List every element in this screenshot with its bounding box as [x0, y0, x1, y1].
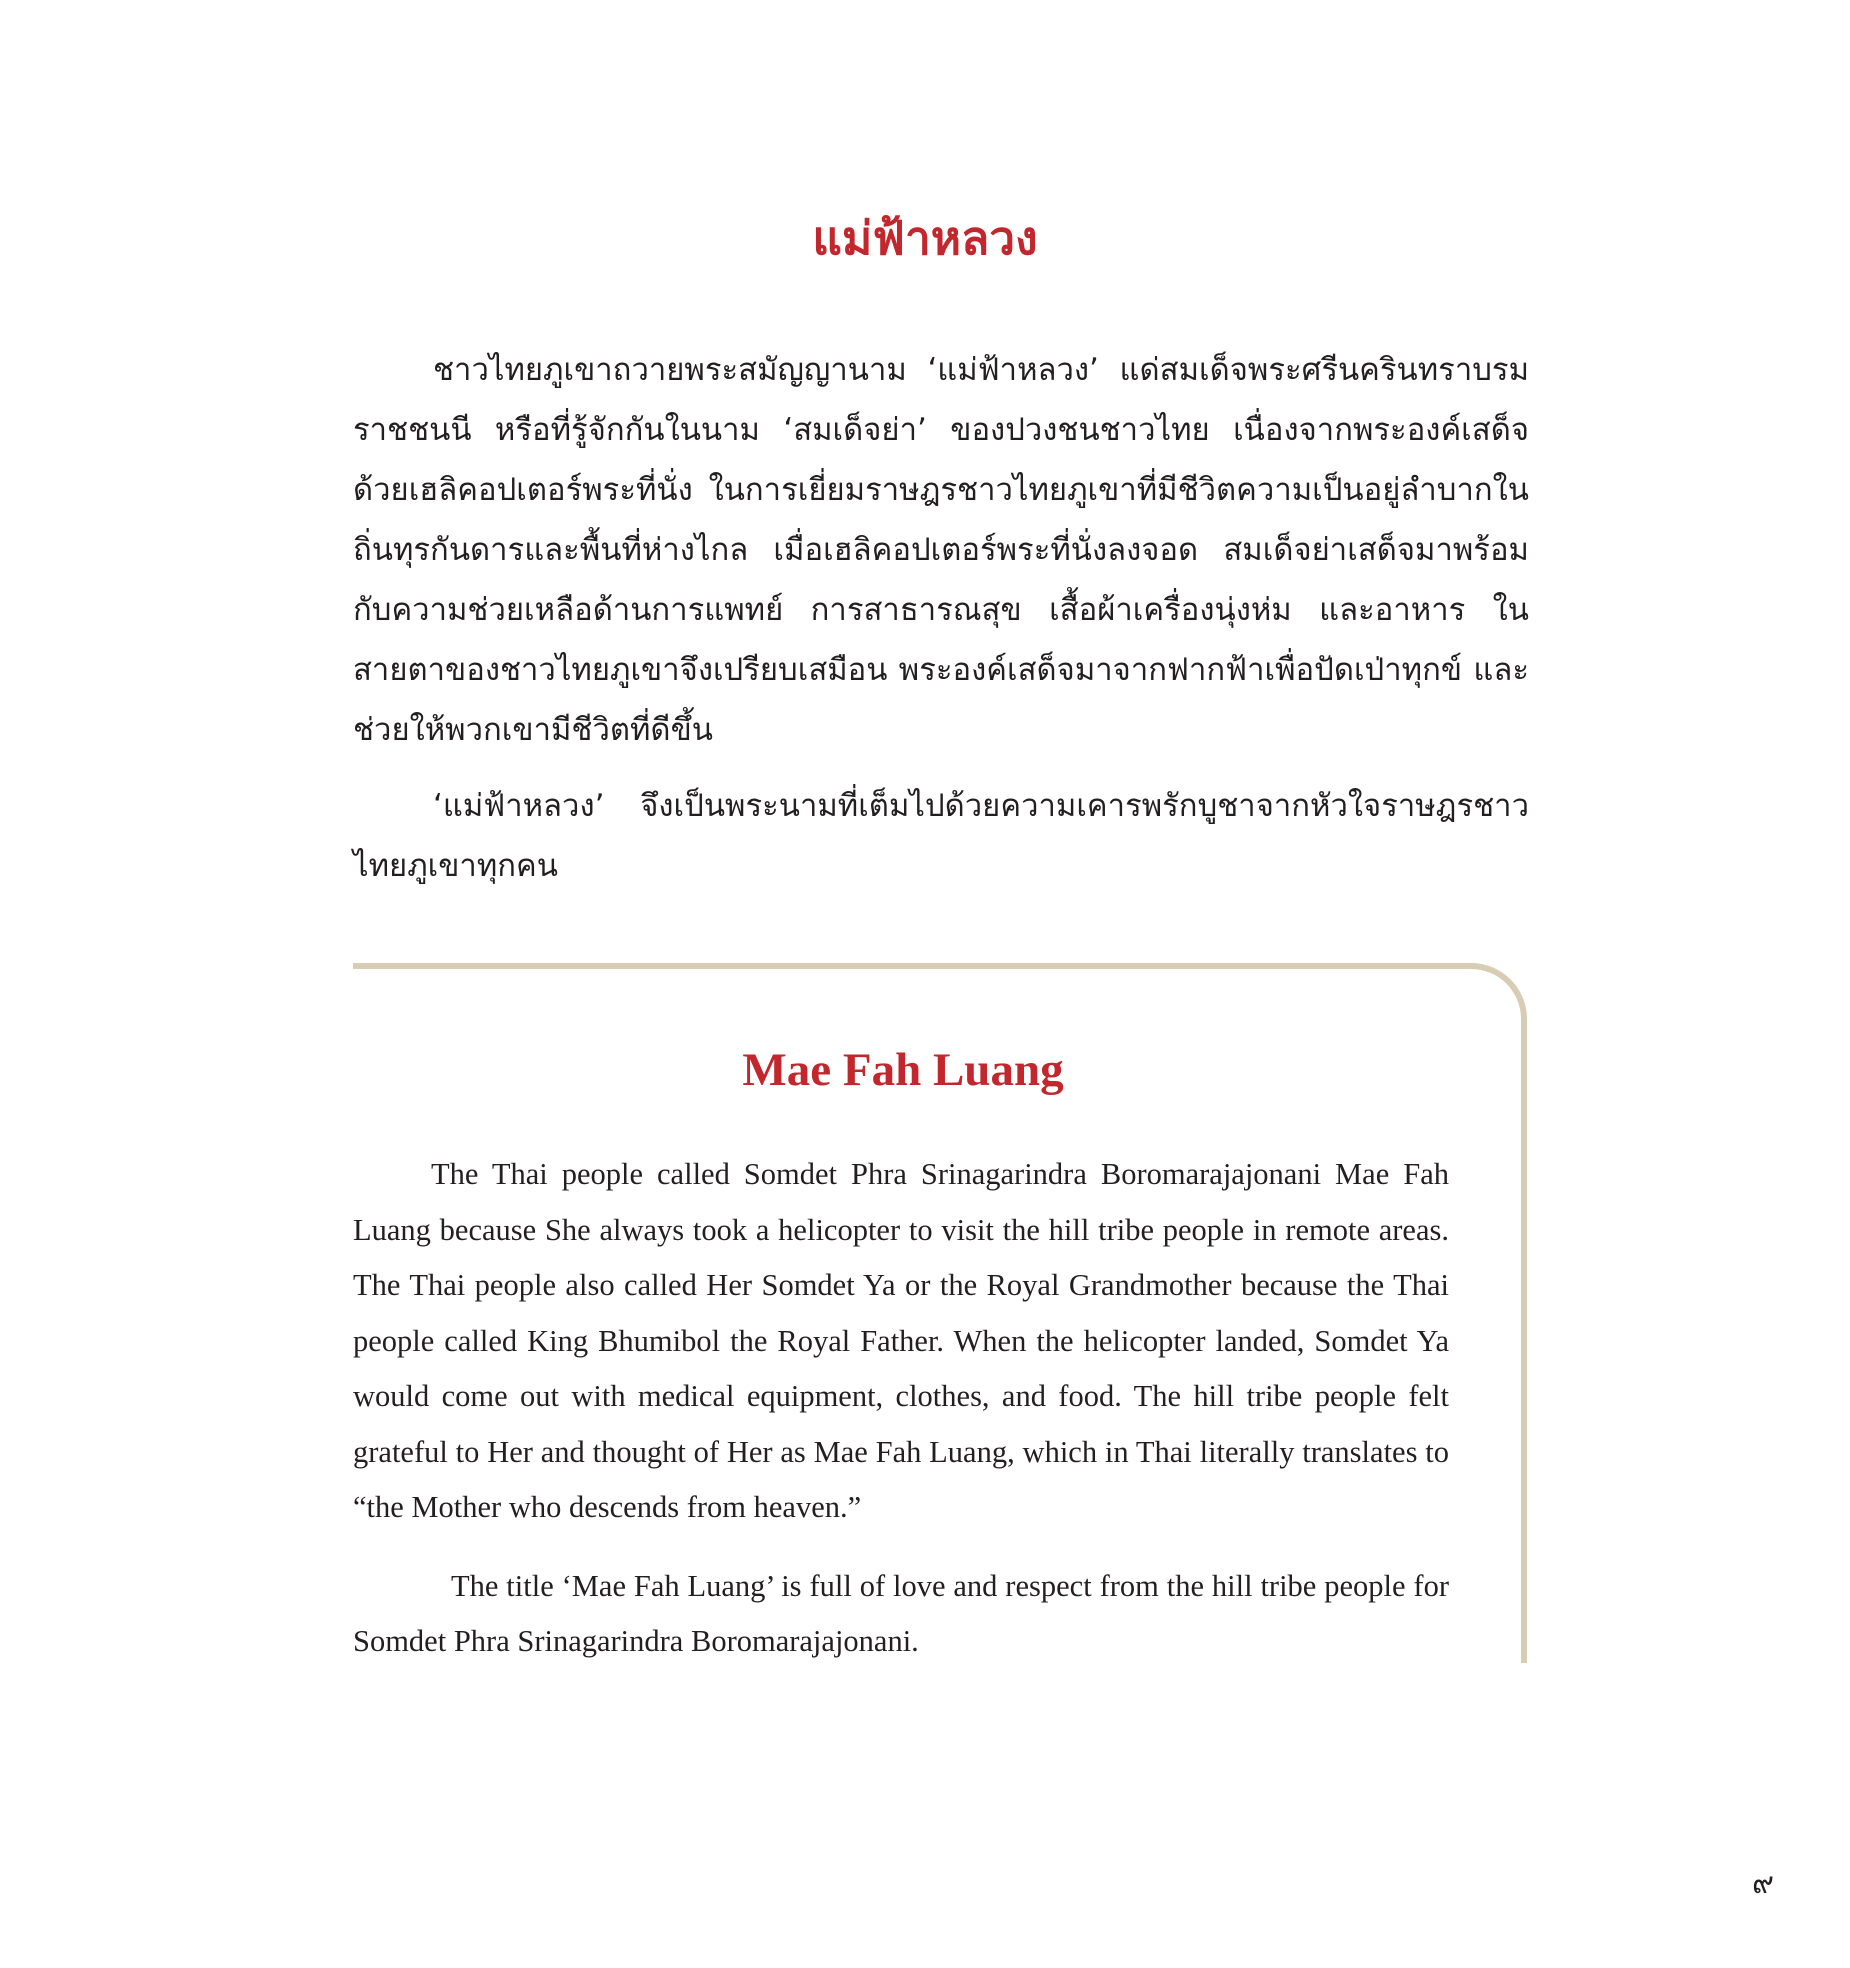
page-number: ๙ — [1752, 1866, 1774, 1901]
thai-paragraph-1: ชาวไทยภูเขาถวายพระสมัญญานาม ‘แม่ฟ้าหลวง’ แด่สมเด็จพระศรีนครินทราบรมราชชนนี หรือที่รู้จักกันในนาม ‘สมเด็จย่า’ ของปวงชนชาวไทย เนื่องจากพระองค์เสด็จด้วยเฮลิคอปเตอร์พระที่นั่ง ในการเยี่ยมราษฎรชาวไทยภูเขาที่มีชีวิตความเป็นอยู่ลำบากในถิ่นทุรกันดารและพื้นที่ห่างไกล เมื่อเฮลิคอปเตอร์พระที่นั่งลงจอด สมเด็จย่าเสด็จมาพร้อมกับความช่วยเหลือด้านการแพทย์ การสาธารณสุข เสื้อผ้าเครื่องนุ่งห่ม และอาหาร ในสายตาของชาวไทยภูเขาจึงเปรียบเสมือน พระองค์เสด็จมาจากฟากฟ้าเพื่อปัดเป่าทุกข์ และช่วยให้พวกเขามีชีวิตที่ดีขึ้น — [353, 352, 1529, 748]
thai-paragraph-2: ‘แม่ฟ้าหลวง’ จึงเป็นพระนามที่เต็มไปด้วยความเคารพรักบูชาจากหัวใจราษฎรชาวไทยภูเขาทุกคน — [353, 788, 1529, 884]
english-title: Mae Fah Luang — [742, 1044, 1064, 1096]
english-paragraph-1: The Thai people called Somdet Phra Srinagarindra Boromarajajonani Mae Fah Luang because She always took a helicopter to visit the hill tribe people in remote areas. The Thai people also called Her Somdet Ya or the Royal Grandmother because the Thai people called King Bhumibol the Royal Father. When the helicopter landed, Somdet Ya would come out with medical equipment, clothes, and food. The hill tribe people felt grateful to Her and thought of Her as Mae Fah Luang, which in Thai literally translates to “the Mother who descends from heaven.” — [353, 1157, 1449, 1524]
thai-title: แม่ฟ้าหลวง — [812, 211, 1038, 265]
thai-body — [353, 340, 1529, 896]
english-body — [353, 1147, 1449, 1670]
english-paragraph-2: The title ‘Mae Fah Luang’ is full of love and respect from the hill tribe people for Somdet Phra Srinagarindra Boromarajajonani. — [353, 1568, 1449, 1658]
